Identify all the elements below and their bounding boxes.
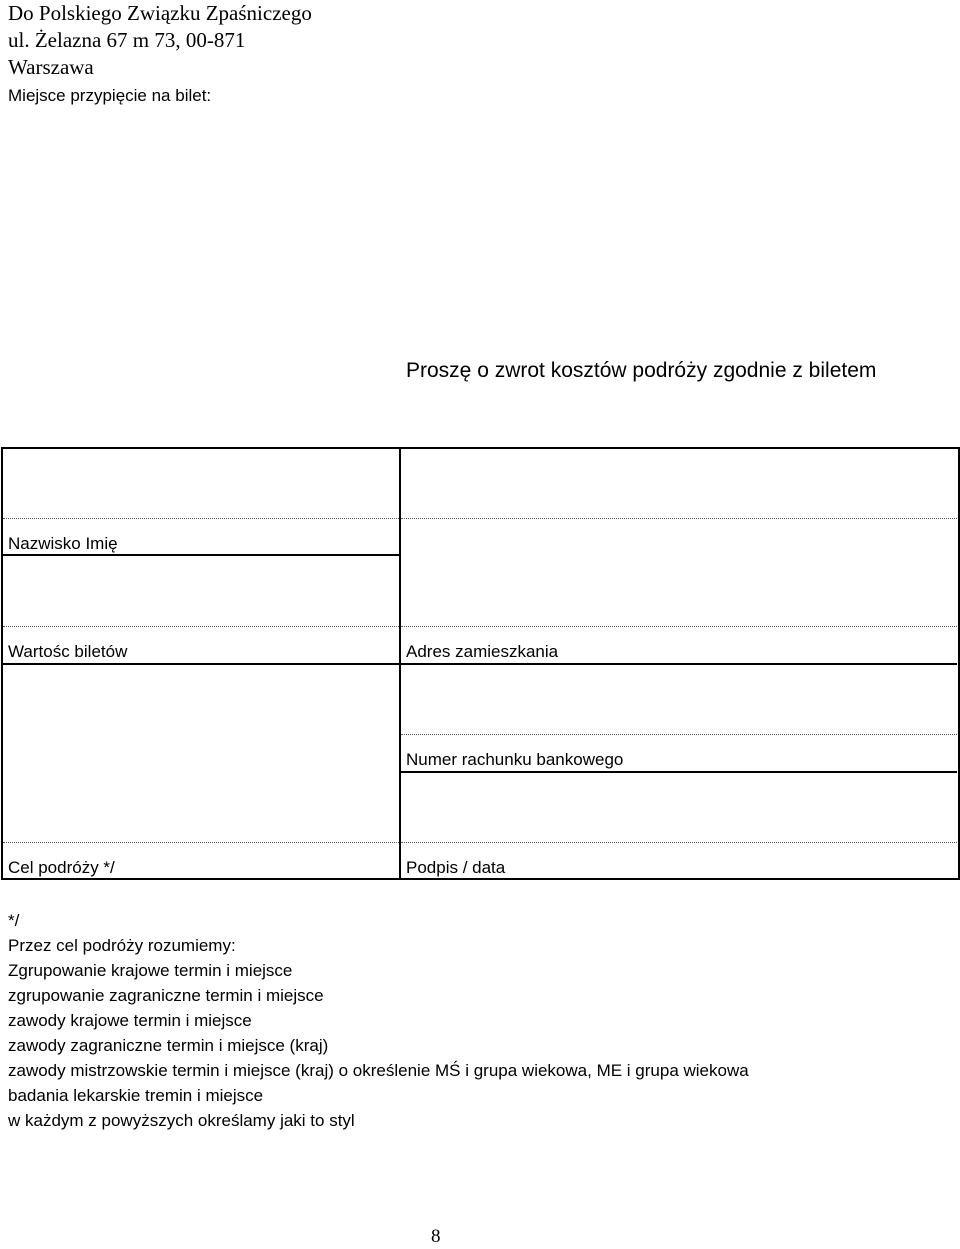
signature-label: Podpis / data bbox=[406, 858, 506, 877]
name-label: Nazwisko Imię bbox=[8, 534, 118, 553]
footnote-line: zawody zagraniczne termin i miejsce (kraj) bbox=[8, 1036, 329, 1055]
solid-line bbox=[3, 554, 399, 556]
dotted-line bbox=[3, 842, 399, 843]
trip-purpose-label: Cel podróży */ bbox=[8, 858, 115, 877]
footnote-line: w każdym z powyższych określamy jaki to styl bbox=[8, 1111, 355, 1130]
solid-line bbox=[3, 663, 399, 665]
footnote-block bbox=[8, 908, 749, 1133]
footnote-line: badania lekarskie tremin i miejsce bbox=[8, 1086, 264, 1105]
solid-line bbox=[401, 771, 957, 773]
address-label: Adres zamieszkania bbox=[406, 642, 559, 661]
dotted-line bbox=[3, 518, 399, 519]
footnote-line: zawody krajowe termin i miejsce bbox=[8, 1011, 252, 1030]
dotted-line bbox=[401, 842, 957, 843]
recipient-address bbox=[8, 0, 312, 81]
footnote-line: zgrupowanie zagraniczne termin i miejsce bbox=[8, 986, 324, 1005]
address-line: ul. Żelazna 67 m 73, 00-871 bbox=[8, 28, 246, 52]
reimbursement-request-text: Proszę o zwrot kosztów podróży zgodnie z biletem bbox=[406, 359, 877, 382]
footnote-line: Przez cel podróży rozumiemy: bbox=[8, 936, 236, 955]
dotted-line bbox=[3, 626, 399, 627]
dotted-line bbox=[401, 734, 957, 735]
form-top-border bbox=[1, 447, 960, 449]
address-line: Do Polskiego Związku Zpaśniczego bbox=[8, 1, 312, 25]
dotted-line bbox=[401, 518, 957, 519]
footnote-line: */ bbox=[8, 911, 20, 930]
footnote-line: Zgrupowanie krajowe termin i miejsce bbox=[8, 961, 293, 980]
page-number: 8 bbox=[431, 1226, 441, 1247]
address-line: Warszawa bbox=[8, 55, 94, 79]
ticket-attach-label: Miejsce przypięcie na bilet: bbox=[8, 86, 212, 105]
dotted-line bbox=[401, 626, 957, 627]
ticket-value-label: Wartośc biletów bbox=[8, 642, 128, 661]
bank-account-label: Numer rachunku bankowego bbox=[406, 750, 624, 769]
footnote-line: zawody mistrzowskie termin i miejsce (kraj) o określenie MŚ i grupa wiekowa, ME i grupa wiekowa bbox=[8, 1061, 749, 1080]
solid-line bbox=[401, 663, 957, 665]
